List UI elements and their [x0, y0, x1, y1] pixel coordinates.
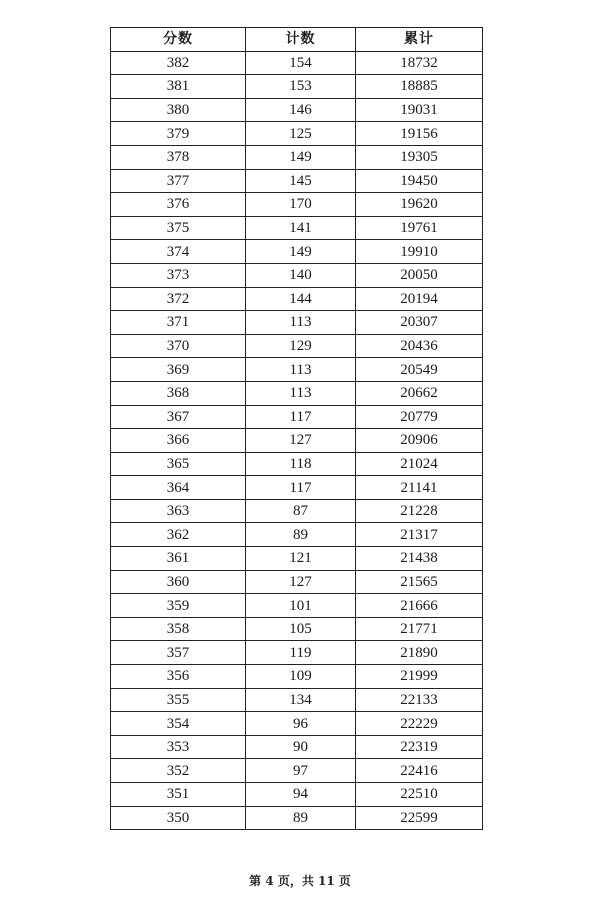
cell-cumulative: 18885	[356, 75, 483, 99]
cell-score: 355	[111, 688, 246, 712]
cell-count: 89	[246, 523, 356, 547]
cell-score: 380	[111, 98, 246, 122]
cell-cumulative: 19031	[356, 98, 483, 122]
cell-count: 105	[246, 617, 356, 641]
cell-score: 374	[111, 240, 246, 264]
cell-cumulative: 21999	[356, 665, 483, 689]
cell-cumulative: 19450	[356, 169, 483, 193]
cell-count: 117	[246, 476, 356, 500]
cell-count: 146	[246, 98, 356, 122]
cell-score: 358	[111, 617, 246, 641]
table-row	[111, 688, 483, 712]
cell-count: 96	[246, 712, 356, 736]
table-row	[111, 358, 483, 382]
cell-score: 368	[111, 381, 246, 405]
cell-count: 129	[246, 334, 356, 358]
table-row	[111, 712, 483, 736]
header-count: 计数	[246, 28, 356, 52]
cell-score: 376	[111, 193, 246, 217]
cell-score: 360	[111, 570, 246, 594]
cell-score: 367	[111, 405, 246, 429]
cell-score: 364	[111, 476, 246, 500]
table-header-row	[111, 28, 483, 52]
cell-cumulative: 22133	[356, 688, 483, 712]
table-row	[111, 240, 483, 264]
cell-count: 149	[246, 240, 356, 264]
table-row	[111, 594, 483, 618]
cell-cumulative: 21317	[356, 523, 483, 547]
cell-count: 89	[246, 806, 356, 830]
table-row	[111, 759, 483, 783]
cell-score: 373	[111, 263, 246, 287]
cell-count: 170	[246, 193, 356, 217]
cell-cumulative: 20549	[356, 358, 483, 382]
cell-count: 121	[246, 547, 356, 571]
table-row	[111, 429, 483, 453]
table-row	[111, 405, 483, 429]
table-row	[111, 193, 483, 217]
table-row	[111, 145, 483, 169]
cell-count: 113	[246, 311, 356, 335]
cell-cumulative: 20779	[356, 405, 483, 429]
table-row	[111, 75, 483, 99]
cell-score: 370	[111, 334, 246, 358]
table-row	[111, 735, 483, 759]
cell-count: 101	[246, 594, 356, 618]
table-row	[111, 216, 483, 240]
cell-score: 357	[111, 641, 246, 665]
cell-cumulative: 22229	[356, 712, 483, 736]
table-row	[111, 122, 483, 146]
cell-cumulative: 21438	[356, 547, 483, 571]
cell-score: 381	[111, 75, 246, 99]
cell-cumulative: 19761	[356, 216, 483, 240]
cell-cumulative: 19620	[356, 193, 483, 217]
cell-score: 372	[111, 287, 246, 311]
cell-count: 113	[246, 381, 356, 405]
cell-score: 350	[111, 806, 246, 830]
table-row	[111, 311, 483, 335]
cell-score: 369	[111, 358, 246, 382]
table-row	[111, 381, 483, 405]
cell-cumulative: 21228	[356, 499, 483, 523]
cell-count: 149	[246, 145, 356, 169]
cell-cumulative: 22510	[356, 783, 483, 807]
cell-score: 351	[111, 783, 246, 807]
cell-score: 366	[111, 429, 246, 453]
cell-score: 379	[111, 122, 246, 146]
cell-count: 153	[246, 75, 356, 99]
cell-count: 127	[246, 570, 356, 594]
cell-cumulative: 20436	[356, 334, 483, 358]
cell-count: 145	[246, 169, 356, 193]
cell-score: 371	[111, 311, 246, 335]
cell-count: 113	[246, 358, 356, 382]
cell-cumulative: 21024	[356, 452, 483, 476]
table-row	[111, 98, 483, 122]
header-cumulative: 累计	[356, 28, 483, 52]
cell-count: 125	[246, 122, 356, 146]
cell-count: 144	[246, 287, 356, 311]
cell-count: 109	[246, 665, 356, 689]
table-row	[111, 169, 483, 193]
table-row	[111, 523, 483, 547]
cell-cumulative: 20307	[356, 311, 483, 335]
cell-cumulative: 21666	[356, 594, 483, 618]
cell-cumulative: 21890	[356, 641, 483, 665]
header-score: 分数	[111, 28, 246, 52]
cell-cumulative: 22599	[356, 806, 483, 830]
cell-cumulative: 20194	[356, 287, 483, 311]
table-row	[111, 783, 483, 807]
cell-cumulative: 22319	[356, 735, 483, 759]
cell-count: 127	[246, 429, 356, 453]
cell-cumulative: 22416	[356, 759, 483, 783]
cell-count: 154	[246, 51, 356, 75]
table-header	[111, 28, 483, 52]
cell-cumulative: 21771	[356, 617, 483, 641]
table-row	[111, 287, 483, 311]
cell-count: 87	[246, 499, 356, 523]
cell-cumulative: 19910	[356, 240, 483, 264]
table-row	[111, 570, 483, 594]
cell-cumulative: 20906	[356, 429, 483, 453]
table-row	[111, 806, 483, 830]
cell-cumulative: 19305	[356, 145, 483, 169]
cell-score: 377	[111, 169, 246, 193]
cell-score: 378	[111, 145, 246, 169]
table-row	[111, 476, 483, 500]
cell-score: 352	[111, 759, 246, 783]
table-row	[111, 617, 483, 641]
table-row	[111, 51, 483, 75]
cell-score: 353	[111, 735, 246, 759]
cell-count: 141	[246, 216, 356, 240]
cell-cumulative: 18732	[356, 51, 483, 75]
cell-score: 382	[111, 51, 246, 75]
cell-score: 363	[111, 499, 246, 523]
table-row	[111, 547, 483, 571]
table-row	[111, 452, 483, 476]
table-row	[111, 334, 483, 358]
cell-score: 356	[111, 665, 246, 689]
cell-count: 117	[246, 405, 356, 429]
cell-score: 365	[111, 452, 246, 476]
cell-count: 140	[246, 263, 356, 287]
table-row	[111, 665, 483, 689]
page-number-footer: 第 4 页，共 11 页	[249, 874, 351, 888]
cell-score: 362	[111, 523, 246, 547]
score-distribution-table	[110, 27, 483, 830]
cell-cumulative: 20662	[356, 381, 483, 405]
cell-count: 97	[246, 759, 356, 783]
cell-count: 94	[246, 783, 356, 807]
table-body	[111, 51, 483, 830]
cell-score: 361	[111, 547, 246, 571]
cell-score: 375	[111, 216, 246, 240]
cell-cumulative: 21141	[356, 476, 483, 500]
table-row	[111, 641, 483, 665]
cell-score: 354	[111, 712, 246, 736]
cell-count: 90	[246, 735, 356, 759]
cell-cumulative: 20050	[356, 263, 483, 287]
cell-count: 134	[246, 688, 356, 712]
cell-count: 119	[246, 641, 356, 665]
cell-cumulative: 21565	[356, 570, 483, 594]
table-row	[111, 499, 483, 523]
cell-count: 118	[246, 452, 356, 476]
table-row	[111, 263, 483, 287]
cell-cumulative: 19156	[356, 122, 483, 146]
cell-score: 359	[111, 594, 246, 618]
